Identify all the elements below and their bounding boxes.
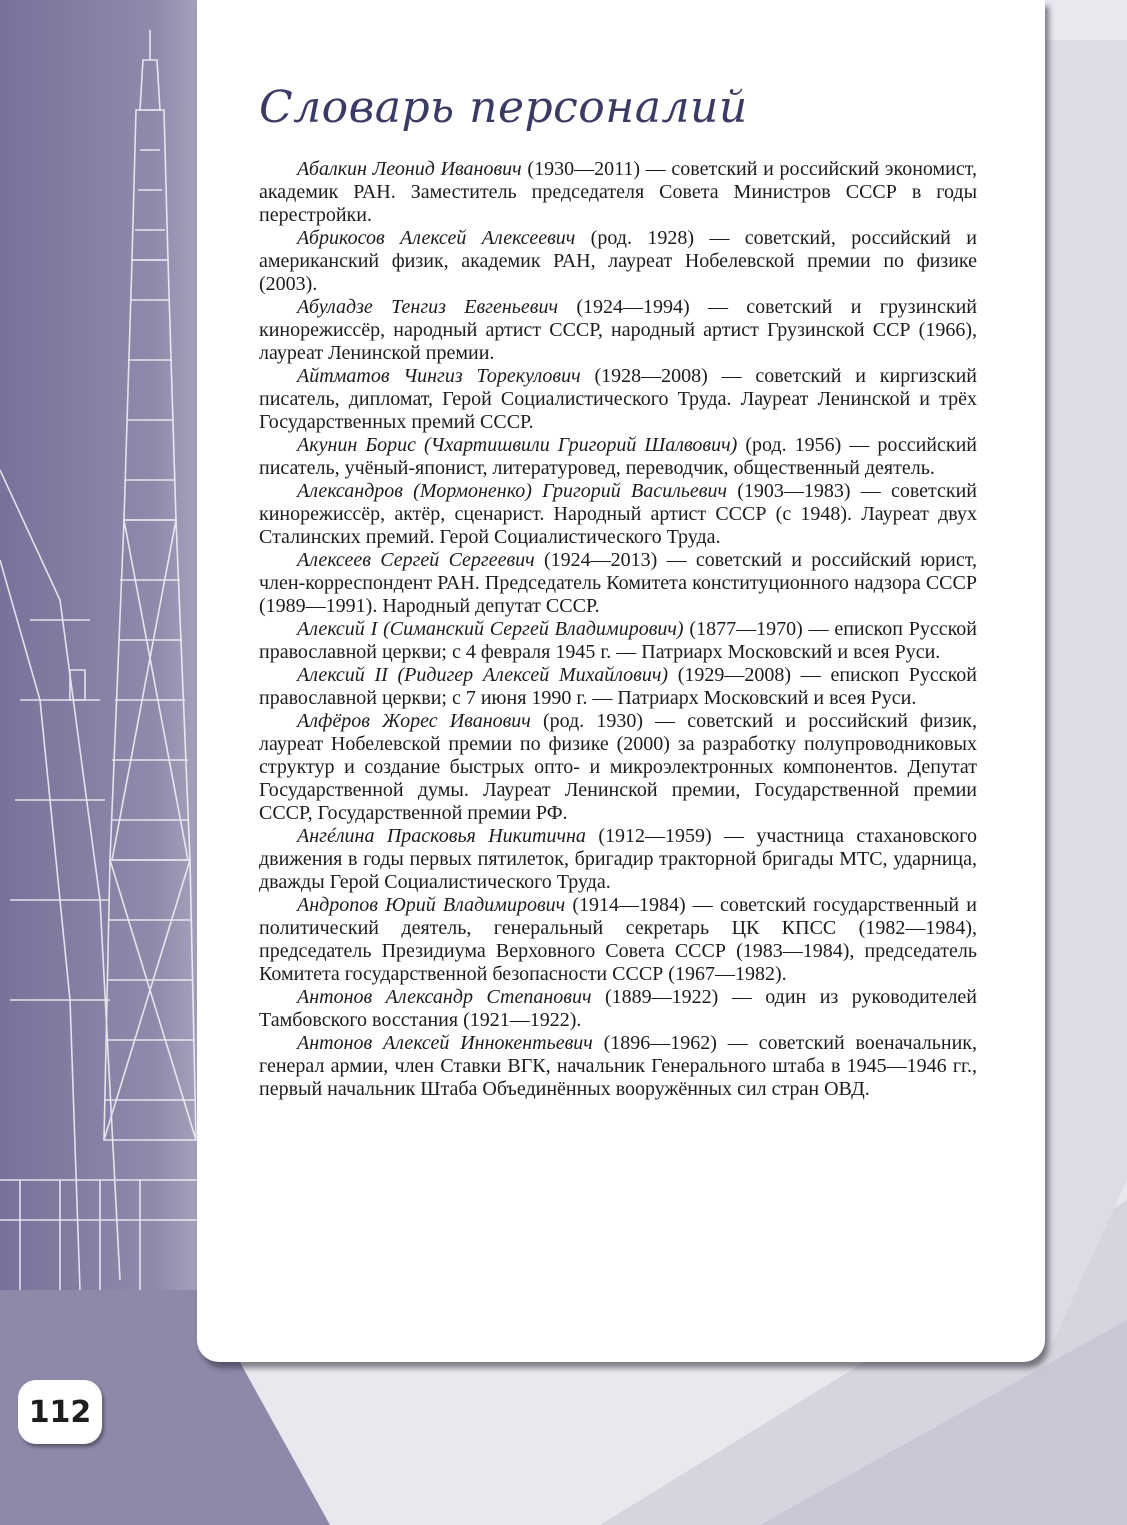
entry-text: (1924—1994) — советский и грузинский кинорежиссёр, народный артист СССР, народный артист Грузинской ССР (1966), лауреат Ленинской премии. bbox=[259, 296, 977, 364]
entry-text: (1928—2008) — советский и киргизский писатель, дипломат, Герой Социалистического Труда. Лауреат Ленинской и трёх Государственных премий СССР. bbox=[259, 365, 977, 433]
entry-text: (1903—1983) — советский кинорежиссёр, актёр, сценарист. Народный артист СССР (с 1948). Лауреат двух Сталинских премий. Герой Социалистического Труда. bbox=[259, 480, 978, 548]
entry-name: Алексеев Сергей Сергеевич bbox=[297, 549, 535, 571]
entry-name: Ангéлина Прасковья Никитична bbox=[297, 825, 586, 847]
dictionary-entry bbox=[259, 227, 977, 296]
page-title: Словарь персоналий bbox=[259, 82, 748, 133]
entry-name: Алексий I (Симанский Сергей Владимирович) bbox=[297, 618, 684, 640]
dictionary-entry bbox=[259, 986, 977, 1032]
entry-text: (1889—1922) — один из руководителей Тамбовского восстания (1921—1922). bbox=[259, 986, 978, 1031]
entry-text: (1912—1959) — участница стахановского движения в годы первых пятилеток, бригадир тракторной бригады МТС, ударница, дважды Герой Социалистического Труда. bbox=[259, 825, 977, 893]
dictionary-entry bbox=[259, 365, 977, 434]
entry-text: (род. 1930) — советский и российский физик, лауреат Нобелевской премии по физике (2000) за разработку полупроводниковых структур и создание быстрых опто- и микроэлектронных компонентов. Депутат Государственной думы. Лауреат Ленинской премии, Государственной премии СССР, Государственной премии РФ. bbox=[259, 710, 978, 824]
dictionary-entry bbox=[259, 710, 977, 825]
entry-name: Абуладзе Тенгиз Евгеньевич bbox=[297, 296, 558, 318]
entry-name: Андропов Юрий Владимирович bbox=[297, 894, 566, 916]
entry-text: (1914—1984) — советский государственный и политический деятель, генеральный секретарь ЦК КПСС (1982—1984), председатель Президиума Верховного Совета СССР (1983—1984), председатель Комитета государственной безопасности СССР (1967—1982). bbox=[259, 894, 977, 985]
content-card bbox=[197, 0, 1045, 1362]
entry-text: (1924—2013) — советский и российский юрист, член-корреспондент РАН. Председатель Комитета конституционного надзора СССР (1989—1991). Народный депутат СССР. bbox=[259, 549, 977, 617]
entry-text: (род. 1956) — российский писатель, учёный-японист, литературовед, переводчик, общественный деятель. bbox=[259, 434, 977, 479]
entry-name: Антонов Алексей Иннокентьевич bbox=[297, 1032, 593, 1054]
entry-name: Александров (Мормоненко) Григорий Васильевич bbox=[297, 480, 728, 502]
entry-name: Алфёров Жорес Иванович bbox=[297, 710, 531, 732]
entry-text: (1877—1970) — епископ Русской православной церкви; с 4 февраля 1945 г. — Патриарх Московский и всея Руси. bbox=[259, 618, 978, 663]
entry-name: Абрикосов Алексей Алексеевич bbox=[297, 227, 576, 249]
entry-text: (1896—1962) — советский военачальник, генерал армии, член Ставки ВГК, начальник Генерального штаба в 1945—1946 гг., первый начальник Штаба Объединённых вооружённых сил стран ОВД. bbox=[259, 1032, 978, 1100]
dictionary-entry bbox=[259, 549, 977, 618]
dictionary-entry bbox=[259, 296, 977, 365]
entry-name: Антонов Александр Степанович bbox=[297, 986, 592, 1008]
entry-name: Абалкин Леонид Иванович bbox=[297, 158, 522, 180]
entry-name: Акунин Борис (Чхартишвили Григорий Шалвович) bbox=[297, 434, 738, 456]
dictionary-entry bbox=[259, 434, 977, 480]
entry-name: Алексий II (Ридигер Алексей Михайлович) bbox=[297, 664, 669, 686]
dictionary-entry bbox=[259, 480, 977, 549]
dictionary-entry bbox=[259, 158, 977, 227]
personalia-list bbox=[259, 158, 977, 1101]
entry-text: (1930—2011) — советский и российский экономист, академик РАН. Заместитель председателя Совета Министров СССР в годы перестройки. bbox=[259, 158, 977, 226]
page-number-badge: 112 bbox=[18, 1380, 102, 1444]
dictionary-entry bbox=[259, 618, 977, 664]
entry-text: (род. 1928) — советский, российский и американский физик, академик РАН, лауреат Нобелевской премии по физике (2003). bbox=[259, 227, 977, 295]
dictionary-entry bbox=[259, 1032, 977, 1101]
dictionary-entry bbox=[259, 894, 977, 986]
entry-name: Айтматов Чингиз Торекулович bbox=[297, 365, 581, 387]
dictionary-entry bbox=[259, 825, 977, 894]
entry-text: (1929—2008) — епископ Русской православной церкви; с 7 июня 1990 г. — Патриарх Московский и всея Руси. bbox=[259, 664, 977, 709]
dictionary-entry bbox=[259, 664, 977, 710]
